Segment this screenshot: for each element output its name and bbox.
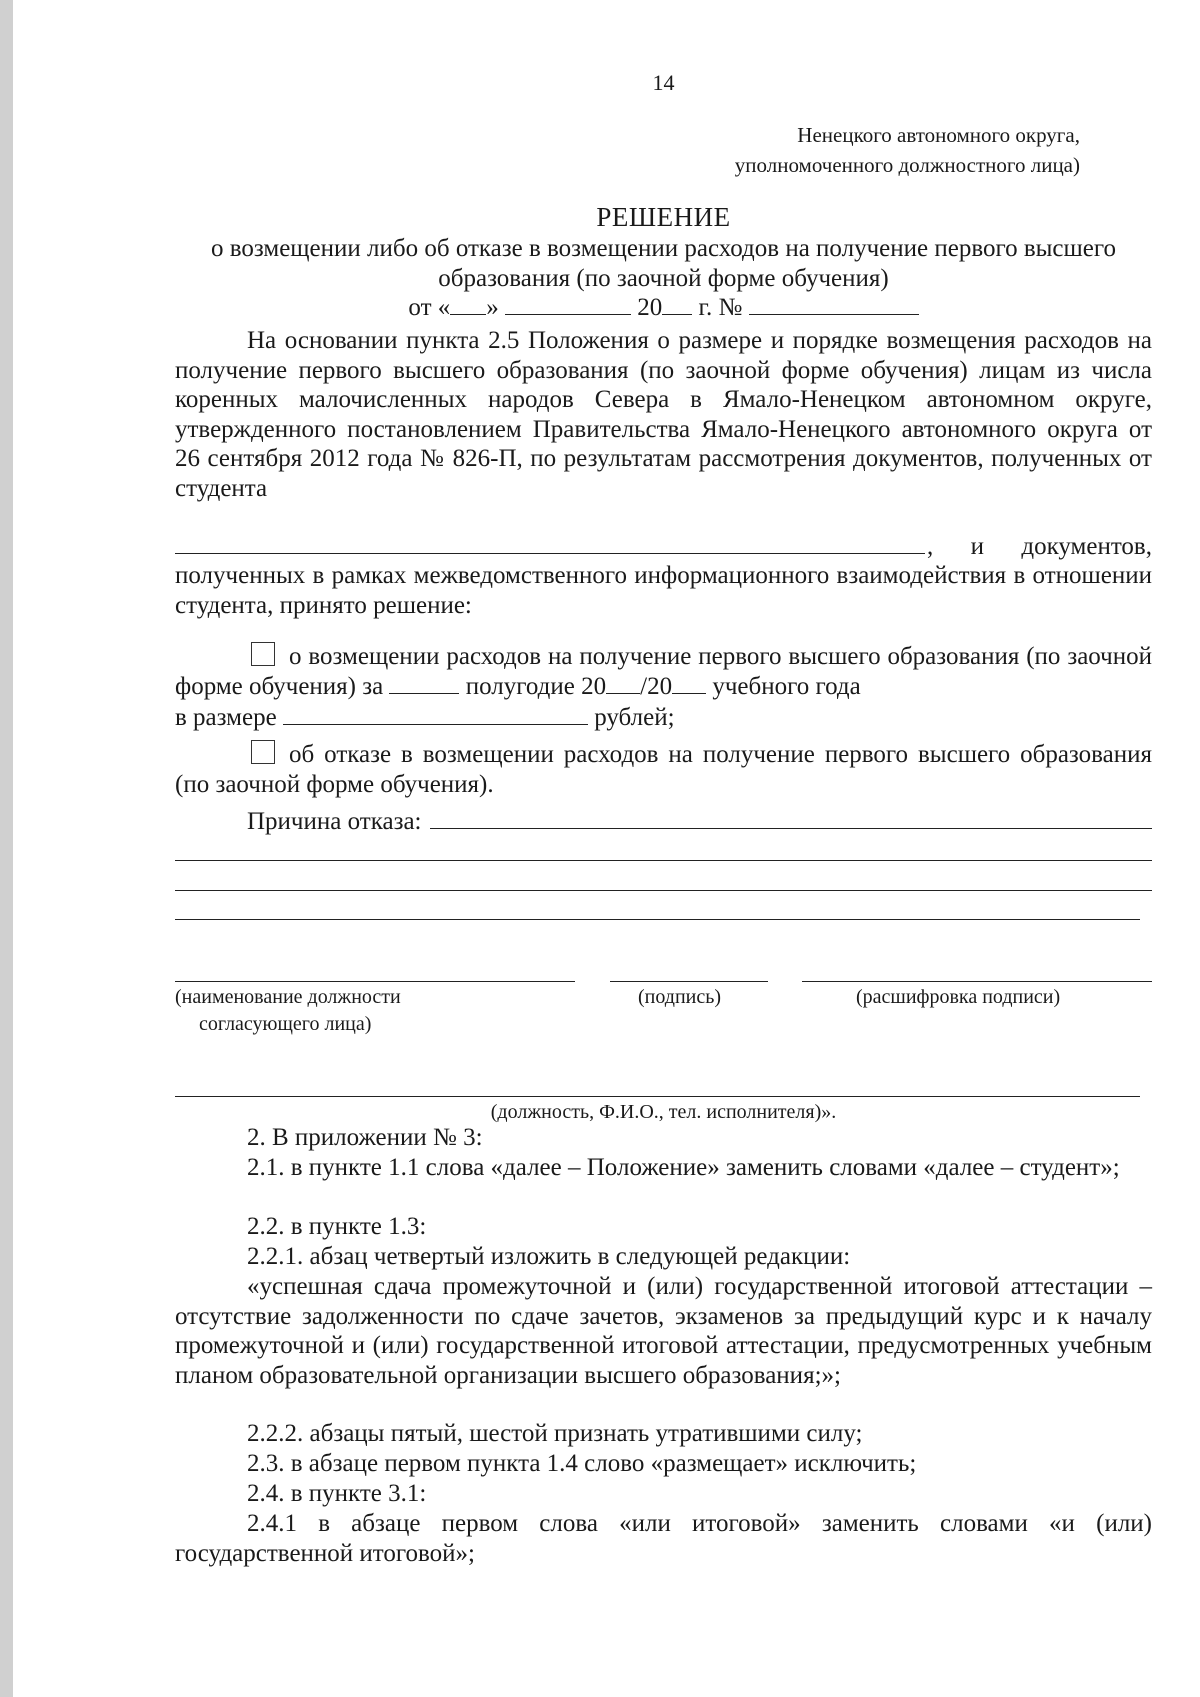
page-number: 14 <box>652 70 675 95</box>
option-refusal <box>175 740 1152 799</box>
intro-after-blank: , и документов, <box>927 533 1152 560</box>
option1-text4: учебного года <box>712 672 861 700</box>
intro-text: На основании пункта 2.5 Положения о размере и порядке возмещения расходов на получение первого высшего образования (по заочной форме обучения) лицам из числа коренных малочисленных народов Севера в Ямало-Ненецком автономном округе, утвержденного постановлением Правительства Ямало-Ненецкого автономного округа от 26 сентября 2012 года № 826-П, по результатам рассмотрения документов, полученных от студента <box>175 327 1152 502</box>
item-2: 2. В приложении № 3: <box>247 1124 483 1151</box>
date-year: 20 <box>637 294 663 321</box>
amount-blank <box>283 704 588 725</box>
amount-line <box>175 703 1152 733</box>
option1-text6: рублей; <box>594 704 675 731</box>
reason-blank-2 <box>175 860 1152 861</box>
refusal-checkbox[interactable] <box>251 740 275 764</box>
option1-text5: в размере <box>175 704 277 731</box>
signature-caption: (подпись) <box>638 986 722 1008</box>
reimbursement-checkbox[interactable] <box>251 642 275 666</box>
year-blank <box>662 294 692 315</box>
decryption-caption: (расшифровка подписи) <box>856 986 1061 1008</box>
item-2-2-1-text: «успешная сдача промежуточной и (или) государственной итоговой аттестации – отсутствие задолженности по сдаче зачетов, экзаменов за предыдущий курс и к началу промежуточной и (или) государственной итоговой аттестации, предусмотренных учебным планом образовательной организации высшего образования;»; <box>175 1273 1152 1389</box>
header-continuation <box>690 120 1080 180</box>
date-mid: » <box>486 294 499 321</box>
year-start-blank <box>606 673 640 694</box>
item-2-3: 2.3. в абзаце первом пункта 1.4 слово «размещает» исключить; <box>247 1450 917 1477</box>
reason-blank-1 <box>430 808 1153 829</box>
student-name-blank <box>175 533 925 554</box>
date-suffix: г. № <box>698 294 743 321</box>
executor-line <box>175 1096 1140 1097</box>
item-2-1: 2.1. в пункте 1.1 слова «далее – Положение» заменить словами «далее – студент»; <box>247 1154 1120 1181</box>
option1-text2: полугодие 20 <box>465 672 607 700</box>
number-blank <box>749 294 919 315</box>
half-year-blank <box>389 673 459 694</box>
item-2-2-1: 2.2.1. абзац четвертый изложить в следующей редакции: <box>247 1243 851 1270</box>
month-blank <box>505 294 631 315</box>
reason-blank-3 <box>175 890 1152 891</box>
reason-blank-4 <box>175 919 1140 920</box>
position-caption-line-1: (наименование должности <box>175 986 401 1008</box>
item-2-2-2: 2.2.2. абзацы пятый, шестой признать утратившими силу; <box>247 1420 863 1447</box>
date-number-line <box>0 294 1200 322</box>
position-caption-line-2: согласующего лица) <box>199 1013 372 1035</box>
position-caption <box>175 984 505 1038</box>
item-2-2: 2.2. в пункте 1.3: <box>247 1213 427 1240</box>
reason-label: Причина отказа: <box>247 808 422 835</box>
intro-paragraph <box>175 326 1152 503</box>
date-prefix: от « <box>408 294 451 321</box>
header-line-1: Ненецкого автономного округа, <box>797 123 1080 147</box>
document-title: РЕШЕНИЕ <box>596 202 731 232</box>
year-end-blank <box>672 673 706 694</box>
option1-text3: /20 <box>640 672 673 700</box>
option1-text1: о возмещении расходов на получение первого высшего образования (по заочной форме обучения) за <box>175 643 1152 700</box>
position-line <box>175 981 575 982</box>
document-subtitle: о возмещении либо об отказе в возмещении расходов на получение первого высшего образования (по заочной форме обучения) <box>210 235 1117 292</box>
item-2-4-1: 2.4.1 в абзаце первом слова «или итоговой» заменить словами «и (или) государственной итоговой»; <box>175 1510 1152 1567</box>
intro-continuation: полученных в рамках межведомственного информационного взаимодействия в отношении студента, принято решение: <box>175 562 1152 619</box>
refusal-reason-line <box>175 807 1152 837</box>
signature-line <box>610 981 768 982</box>
option-reimbursement <box>175 642 1152 701</box>
header-line-2: уполномоченного должностного лица) <box>734 153 1080 177</box>
decryption-line <box>802 981 1152 982</box>
executor-caption: (должность, Ф.И.О., тел. исполнителя)». <box>490 1101 837 1123</box>
student-line <box>175 532 1152 562</box>
option2-text: об отказе в возмещении расходов на получение первого высшего образования (по заочной форме обучения). <box>175 741 1152 798</box>
item-2-4: 2.4. в пункте 3.1: <box>247 1480 427 1507</box>
day-blank <box>450 294 486 315</box>
